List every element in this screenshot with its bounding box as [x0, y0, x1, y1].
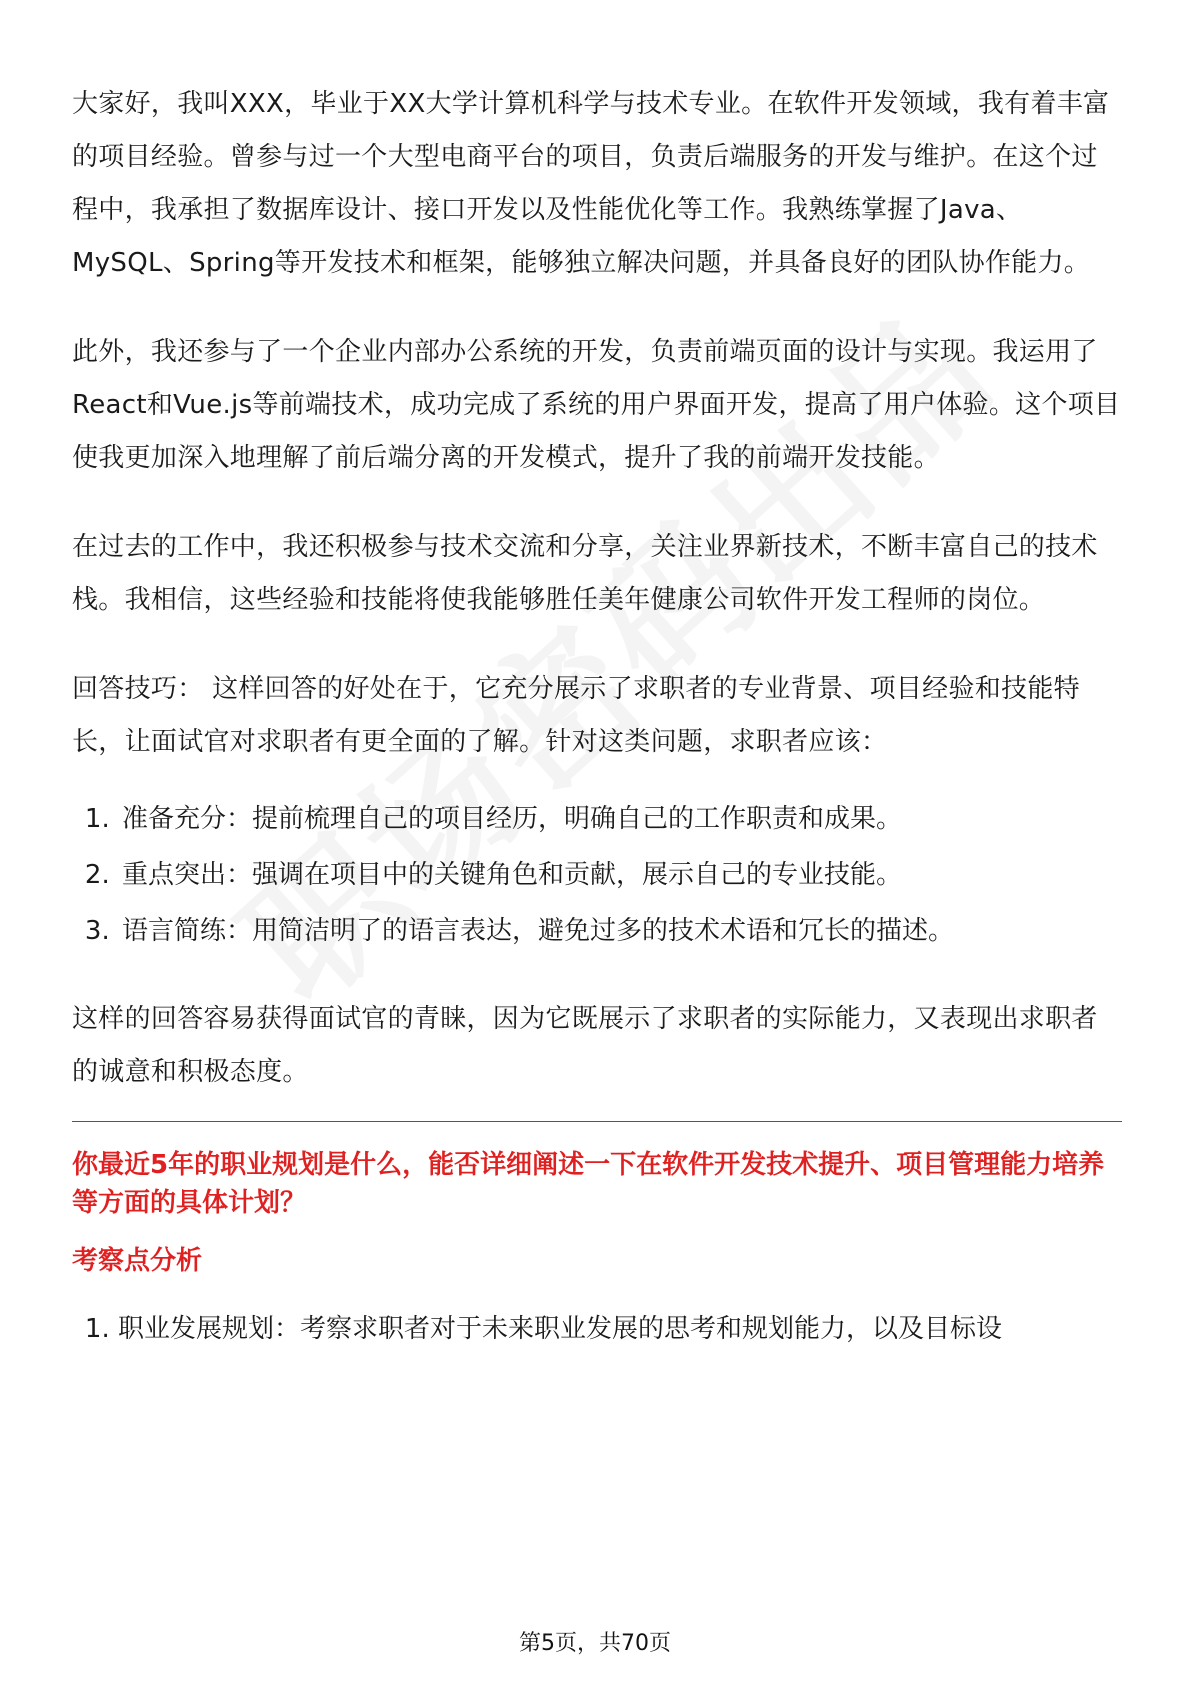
page-number: 第5页，共70页 — [519, 1631, 671, 1656]
list-item: 1. 准备充分：提前梳理自己的项目经历，明确自己的工作职责和成果。 — [118, 791, 1122, 847]
analysis-list — [72, 1308, 1122, 1350]
list-item: 3. 语言简练：用简洁明了的语言表达，避免过多的技术术语和冗长的描述。 — [118, 903, 1122, 959]
tips-list — [72, 791, 1122, 959]
answer-paragraph-2: 此外，我还参与了一个企业内部办公系统的开发，负责前端页面的设计与实现。我运用了React和Vue.js等前端技术，成功完成了系统的用户界面开发，提高了用户体验。这个项目使我更加深入地理解了前后端分离的开发模式，提升了我的前端开发技能。 — [72, 337, 1121, 473]
closing-paragraph: 这样的回答容易获得面试官的青睐，因为它既展示了求职者的实际能力，又表现出求职者的诚意和积极态度。 — [72, 1004, 1098, 1087]
question-heading: 你最近5年的职业规划是什么，能否详细阐述一下在软件开发技术提升、项目管理能力培养等方面的具体计划？ — [72, 1150, 1105, 1218]
answer-tips-intro: 回答技巧： 这样回答的好处在于，它充分展示了求职者的专业背景、项目经验和技能特长，让面试官对求职者有更全面的了解。针对这类问题，求职者应该： — [72, 674, 1080, 757]
answer-paragraph-1: 大家好，我叫XXX，毕业于XX大学计算机科学与技术专业。在软件开发领域，我有着丰富的项目经验。曾参与过一个大型电商平台的项目，负责后端服务的开发与维护。在这个过程中，我承担了数据库设计、接口开发以及性能优化等工作。我熟练掌握了Java、MySQL、Spring等开发技术和框架，能够独立解决问题，并具备良好的团队协作能力。 — [72, 89, 1110, 278]
list-item: 2. 重点突出：强调在项目中的关键角色和贡献，展示自己的专业技能。 — [118, 847, 1122, 903]
section-divider — [72, 1121, 1122, 1122]
answer-paragraph-3: 在过去的工作中，我还积极参与技术交流和分享，关注业界新技术，不断丰富自己的技术栈。我相信，这些经验和技能将使我能够胜任美年健康公司软件开发工程师的岗位。 — [72, 532, 1098, 615]
list-item: 1. 职业发展规划：考察求职者对于未来职业发展的思考和规划能力，以及目标设 — [118, 1308, 1122, 1350]
analysis-heading: 考察点分析 — [72, 1246, 203, 1276]
document-body — [72, 78, 1122, 1350]
